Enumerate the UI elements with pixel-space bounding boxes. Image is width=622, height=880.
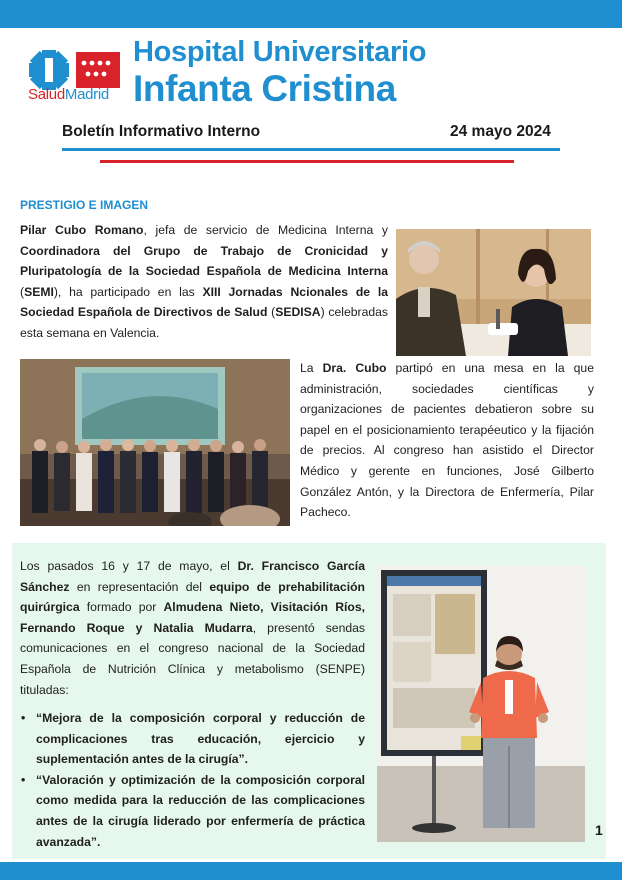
text-run: La — [300, 361, 323, 375]
page-number: 1 — [595, 822, 603, 838]
text-person-name: Dra. Cubo — [322, 361, 387, 375]
article-paragraph-3 — [20, 556, 365, 700]
text-run: , presentó sendas comunicaciones en el congreso nacional de la Sociedad Española de Nutrición Clínica y metabolismo (SENPE) tituladas: — [20, 620, 366, 697]
text-run: ), ha participado en las — [53, 284, 203, 299]
article-paragraph-2 — [300, 358, 594, 523]
text-run: partipó en una mesa en la que administración, sociedades científicas y organizaciones de pacientes debatieron sobre su papel en el posicionamiento terapéeutico y la fijación de precios. Al congreso han asistido el Director Médico y gerente en funciones, José Gilberto González Antón, y la Directora de Enfermería, Pilar Pacheco. — [300, 361, 594, 520]
logo-word-madrid: Madrid — [64, 86, 109, 103]
text-run: Los pasados 16 y 17 de mayo, el — [20, 559, 238, 573]
text-acronym: SEDISA — [275, 305, 321, 320]
bulletin-title: Boletín Informativo Interno — [62, 123, 261, 140]
text-event: XIII Jornadas Ncionales de la Sociedad Española de Directivos de Salud — [20, 284, 388, 320]
text-run: ( — [20, 284, 25, 299]
photo-group-congress — [20, 359, 290, 526]
issue-date: 24 mayo 2024 — [450, 123, 551, 140]
article-paragraph-1 — [20, 220, 388, 344]
communications-list — [20, 708, 365, 852]
hospital-name-line1: Hospital Universitario — [133, 36, 427, 68]
text-run: formado por — [79, 600, 164, 615]
text-acronym: SEMI — [24, 284, 54, 299]
text-run: , jefa de servicio de Medicina Interna y — [143, 223, 388, 237]
photo-presenter-poster — [377, 566, 585, 842]
photo-panel-speakers — [396, 229, 591, 356]
text-person-name: Dr. Francisco García Sánchez — [20, 559, 365, 594]
top-color-bar — [0, 0, 622, 28]
text-person-name: Pilar Cubo Romano — [20, 223, 144, 237]
logo-word-salud: Salud — [28, 86, 65, 103]
list-item — [20, 770, 365, 852]
text-team: equipo de prehabilitación quirúrgica — [20, 579, 365, 615]
header-rule-red — [100, 160, 514, 163]
bullet-icon: • — [21, 711, 26, 725]
text-run: en representación del — [69, 579, 210, 594]
bullet-icon: • — [21, 772, 26, 787]
list-item — [20, 708, 365, 770]
logo-wordmark — [28, 86, 109, 103]
text-team-members: Almudena Nieto, Visitación Ríos, Fernando Roque y Natalia Mudarra — [20, 600, 365, 635]
header-rule-blue — [62, 148, 560, 151]
hospital-name-line2: Infanta Cristina — [133, 68, 396, 109]
text-run: ) celebradas esta semana en Valencia. — [20, 305, 388, 340]
text-run: ( — [267, 305, 276, 320]
list-item-text: “Mejora de la composición corporal y reducción de complicaciones tras educación, ejercicio y suplementación antes de la cirugía”. — [36, 711, 365, 767]
section-title: PRESTIGIO E IMAGEN — [20, 198, 149, 212]
star-of-life-icon — [29, 50, 69, 90]
bottom-color-bar — [0, 862, 622, 880]
madrid-flag-icon — [76, 52, 120, 88]
text-role: Coordinadora del Grupo de Trabajo de Cronicidad y Pluripatología de la Sociedad Española de Medicina Interna — [20, 243, 388, 279]
top-bar-fill — [0, 0, 622, 28]
list-item-text: “Valoración y optimización de la composición corporal como medida para la reducción de las complicaciones antes de la cirugía liderado por enfermería de práctica avanzada”. — [36, 772, 365, 849]
bottom-bar-fill — [0, 862, 622, 880]
